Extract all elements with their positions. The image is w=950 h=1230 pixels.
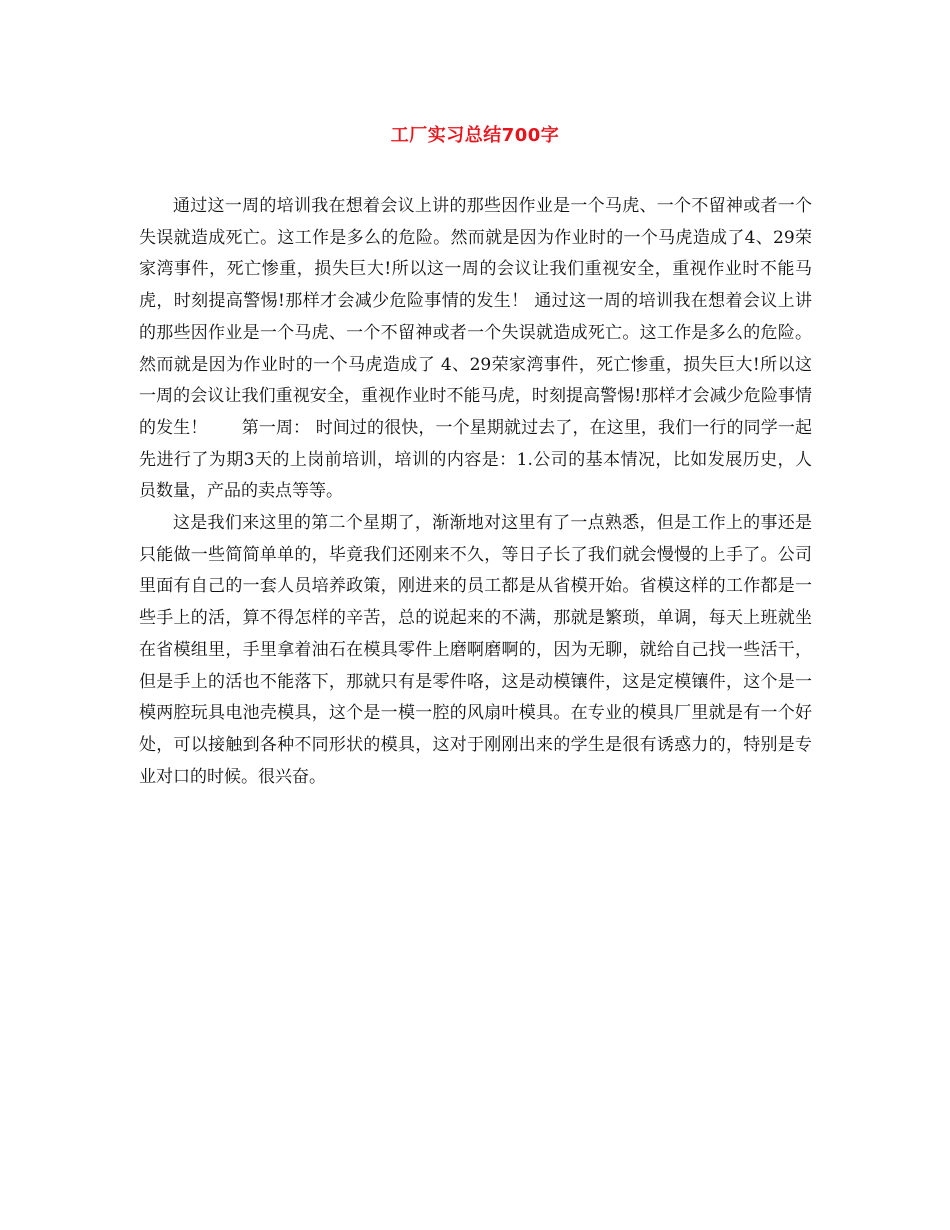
body-paragraph-1: 通过这一周的培训我在想着会议上讲的那些因作业是一个马虎、一个不留神或者一个失误就造成死亡。这工作是多么的危险。然而就是因为作业时的一个马虎造成了4、29荣家湾事件，死亡惨重，损失巨大!所以这一周的会议让我们重视安全，重视作业时不能马虎，时刻提高警惕!那样才会减少危险事情的发生！ 通过这一周的培训我在想着会议上讲的那些因作业是一个马虎、一个不留神或者一个失误就造成死亡。这工作是多么的危险。然而就是因为作业时的一个马虎造成了 4、29荣家湾事件，死亡惨重，损失巨大!所以这一周的会议让我们重视安全，重视作业时不能马虎，时刻提高警惕!那样才会减少危险事情的发生！ 第一周： 时间过的很快，一个星期就过去了，在这里，我们一行的同学一起先进行了为期3天的上岗前培训，培训的内容是：1.公司的基本情况，比如发展历史，人员数量，产品的卖点等等。 bbox=[139, 196, 812, 502]
document-body bbox=[139, 191, 812, 793]
document-title: 工厂实习总结700字 bbox=[390, 125, 560, 146]
body-paragraph-2: 这是我们来这里的第二个星期了，渐渐地对这里有了一点熟悉，但是工作上的事还是只能做一些简简单单的，毕竟我们还刚来不久，等日子长了我们就会慢慢的上手了。公司里面有自己的一套人员培养政策，刚进来的员工都是从省模开始。省模这样的工作都是一些手上的活，算不得怎样的辛苦，总的说起来的不满，那就是繁琐，单调，每天上班就坐在省模组里，手里拿着油石在模具零件上磨啊磨啊的，因为无聊，就给自己找一些活干，但是手上的活也不能落下，那就只有是零件咯，这是动模镶件，这是定模镶件，这个是一模两腔玩具电池壳模具，这个是一模一腔的风扇叶模具。在专业的模具厂里就是有一个好处，可以接触到各种不同形状的模具，这对于刚刚出来的学生是很有诱惑力的，特别是专业对口的时候。很兴奋。 bbox=[139, 513, 812, 787]
